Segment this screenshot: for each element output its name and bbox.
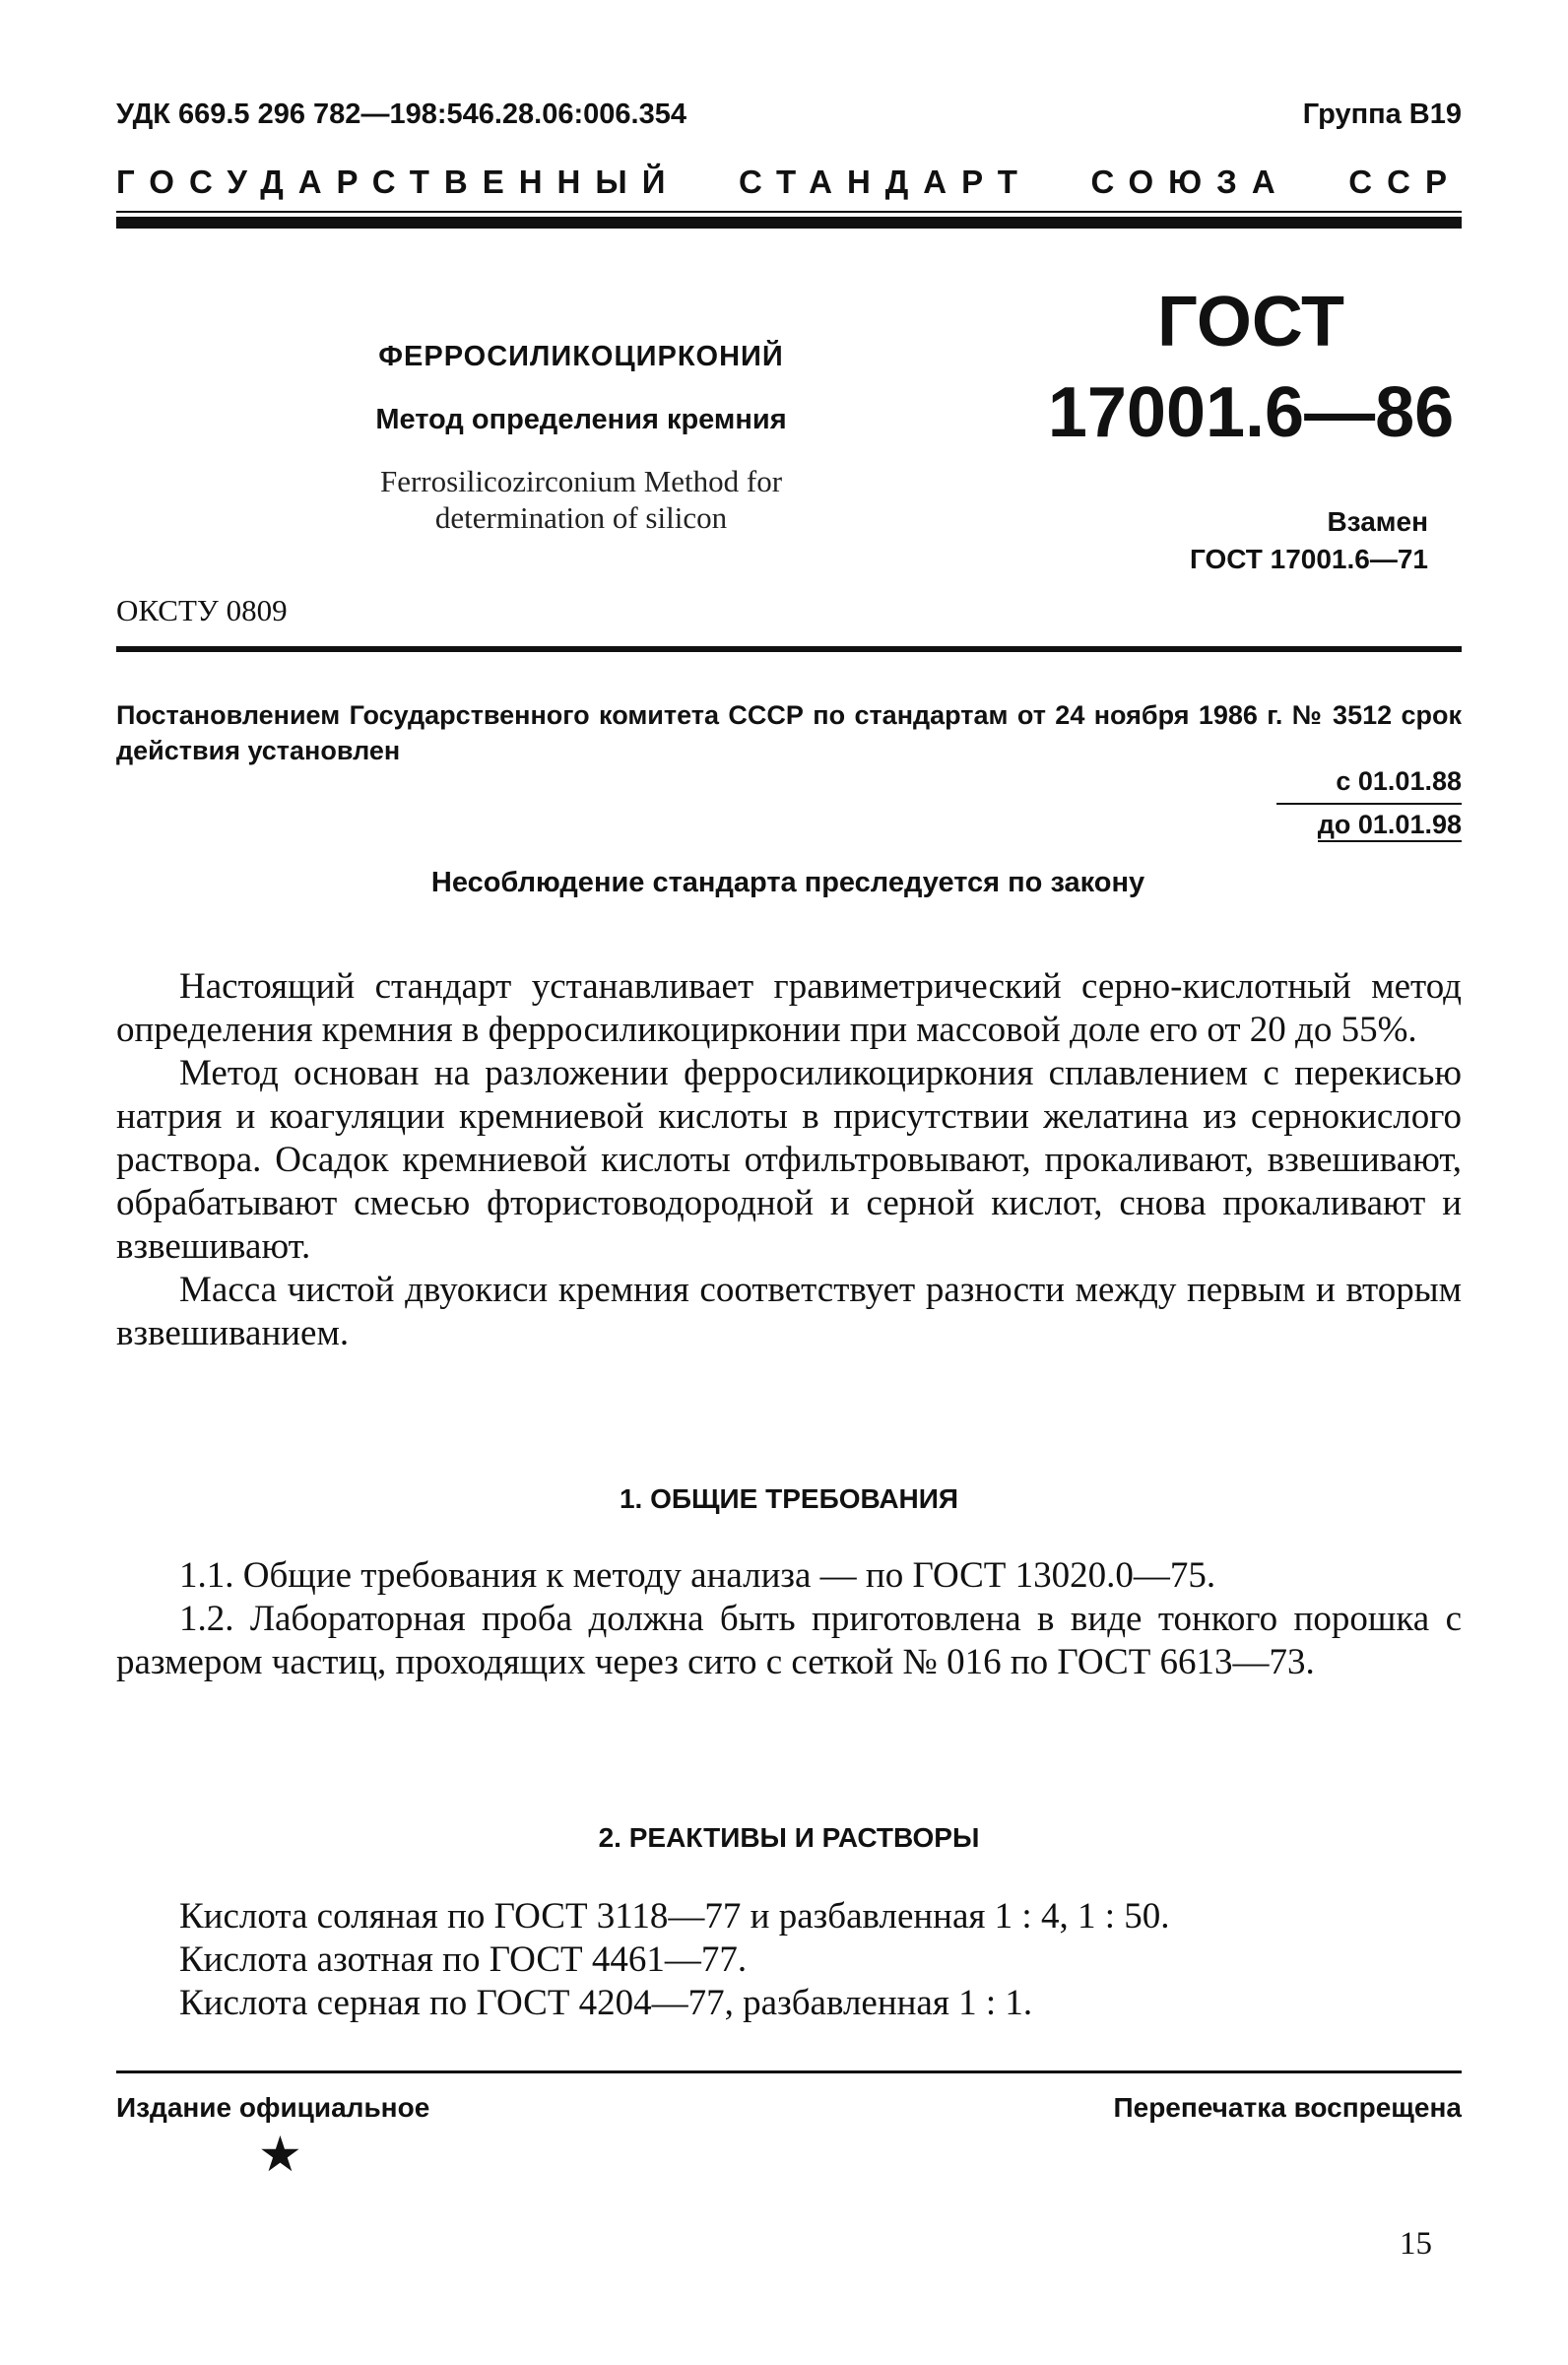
section-2-body: [116, 1895, 1462, 2025]
gost-label: ГОСТ: [1156, 283, 1345, 361]
document-title: ФЕРРОСИЛИКОЦИРКОНИЙ: [378, 341, 784, 372]
section-heading: 1. ОБЩИЕ ТРЕБОВАНИЯ: [619, 1483, 959, 1514]
section-heading: 2. РЕАКТИВЫ И РАСТВОРЫ: [598, 1822, 980, 1853]
page-number: 15: [1400, 2226, 1432, 2262]
banner-word: СТАНДАРТ: [739, 164, 1032, 200]
date-divider: [1276, 803, 1462, 805]
english-title: Ferrosilicozirconium Method for determination of silicon: [379, 464, 783, 535]
paragraph: Кислота азотная по ГОСТ 4461—77.: [179, 1939, 748, 1980]
banner-word: ССР: [1348, 164, 1462, 200]
gost-number: 17001.6—86: [1047, 373, 1455, 452]
paragraph: 1.2. Лабораторная проба должна быть приготовлена в виде тонкого порошка с размером частиц, проходящих через сито с сеткой № 016 по ГОСТ 6613—73.: [116, 1599, 1462, 1682]
header-rule-thin: [116, 211, 1462, 213]
group-code: Группа В19: [1302, 99, 1462, 130]
intro-section: [116, 965, 1462, 1355]
header-rule-thick: [116, 217, 1462, 229]
non-observance-notice: Несоблюдение стандарта преследуется по закону: [430, 867, 1145, 898]
decree-text: Постановлением Государственного комитета СССР по стандартам от 24 ноября 1986 г. № 3512 срок действия установлен: [116, 700, 1462, 765]
paragraph: Метод основан на разложении ферросиликоциркония сплавлением с перекисью натрия и коагуляции кремниевой кислоты в присутствии желатина из сернокислого раствора. Осадок кремниевой кислоты отфильтровывают, прокаливают, взвешивают, обрабатывают смесью фтористоводородной и серной кислот, снова прокаливают и взвешивают.: [116, 1053, 1462, 1267]
document-subtitle: Метод определения кремния: [375, 404, 787, 435]
paragraph: Масса чистой двуокиси кремния соответствует разности между первым и вторым взвешиванием.: [116, 1270, 1462, 1353]
replaces-value: ГОСТ 17001.6—71: [1189, 544, 1428, 574]
reprint-note: Перепечатка воспрещена: [1113, 2092, 1462, 2123]
section-rule: [116, 646, 1462, 652]
validity-to: до 01.01.98: [1318, 810, 1462, 842]
banner-word: ГОСУДАРСТВЕННЫЙ: [116, 164, 681, 200]
validity-from: с 01.01.88: [1336, 766, 1462, 796]
banner-word: СОЮЗА: [1090, 164, 1290, 200]
paragraph: Кислота серная по ГОСТ 4204—77, разбавленная 1 : 1.: [179, 1983, 1033, 2023]
paragraph: Кислота соляная по ГОСТ 3118—77 и разбавленная 1 : 4, 1 : 50.: [179, 1896, 1170, 1937]
replaces-label: Взамен: [1327, 506, 1428, 537]
star-icon: ★: [258, 2126, 302, 2183]
section-1-body: [116, 1554, 1462, 1684]
edition-note: Издание официальное: [116, 2092, 430, 2123]
footer-rule: [116, 2070, 1462, 2073]
okstu-code: ОКСТУ 0809: [116, 593, 288, 627]
state-standard-banner: [116, 164, 1462, 201]
paragraph: 1.1. Общие требования к методу анализа — по ГОСТ 13020.0—75.: [179, 1555, 1216, 1596]
paragraph: Настоящий стандарт устанавливает гравиметрический серно-кислотный метод определения кремния в ферросиликоцирконии при массовой доле его от 20 до 55%.: [116, 966, 1462, 1050]
udk-code: УДК 669.5 296 782—198:546.28.06:006.354: [116, 99, 686, 130]
